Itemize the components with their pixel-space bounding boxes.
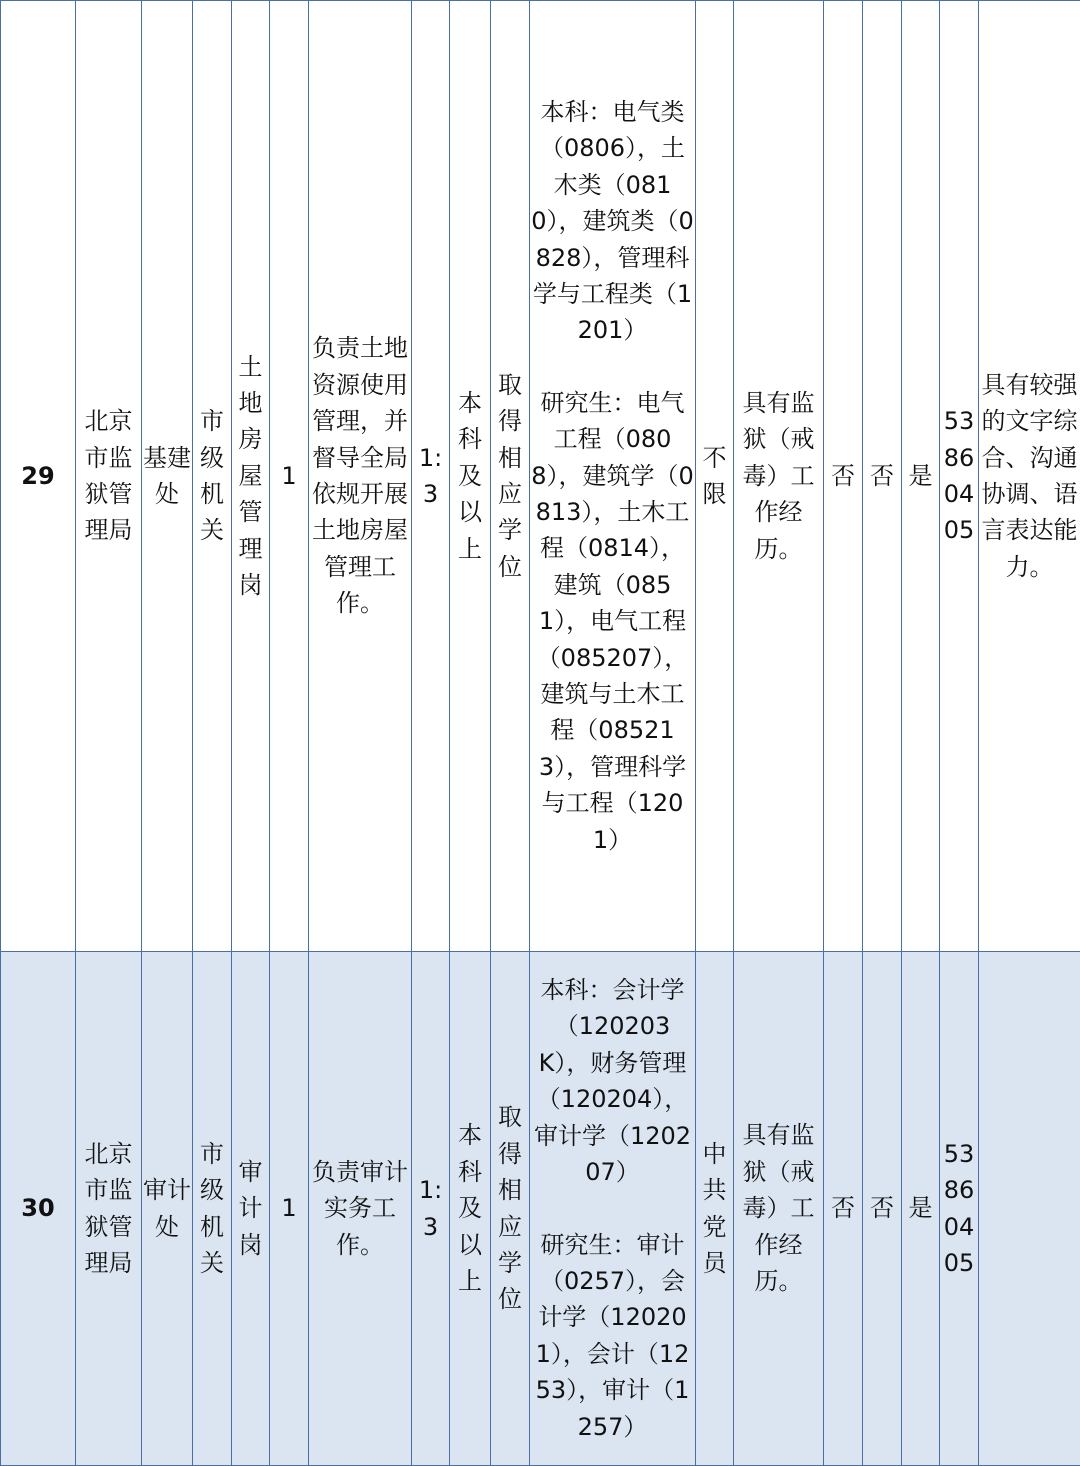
education-cell: 本科及以上 [450,1,491,952]
major-grad: 研究生：审计（0257），会计学（120201），会计（1253），审计（1257） [531,1227,694,1445]
duties-cell: 负责审计实务工作。 [309,952,412,1466]
major-gap [531,349,694,385]
count-cell: 1 [270,1,309,952]
experience-cell: 具有监狱（戒毒）工作经历。 [734,952,824,1466]
politics-cell: 不限 [696,1,734,952]
major-gap [531,1191,694,1227]
table-row [1,952,1080,1466]
duties-cell: 负责土地资源使用管理，并督导全局依规开展土地房屋管理工作。 [309,1,412,952]
department-cell: 北京市监狱管理局 [76,952,142,1466]
position-cell: 审计岗 [232,952,270,1466]
flag3-cell: 是 [902,952,940,1466]
flag1-cell: 否 [824,1,863,952]
level-cell: 市级机关 [193,952,232,1466]
education-cell: 本科及以上 [450,952,491,1466]
count-cell: 1 [270,952,309,1466]
degree-cell: 取得相应学位 [491,952,530,1466]
phone-cell: 53860405 [940,1,979,952]
ratio-cell: 1:3 [412,952,450,1466]
major-cell [530,952,696,1466]
ratio-cell: 1:3 [412,1,450,952]
level-cell: 市级机关 [193,1,232,952]
politics-cell: 中共党员 [696,952,734,1466]
other-cell: 具有较强的文字综合、沟通协调、语言表达能力。 [979,1,1080,952]
phone-cell: 53860405 [940,952,979,1466]
degree-cell: 取得相应学位 [491,1,530,952]
table-row [1,1,1080,952]
flag2-cell: 否 [863,1,902,952]
row-index: 30 [1,952,76,1466]
major-grad: 研究生：电气工程（0808），建筑学（0813），土木工程（0814），建筑（0851），电气工程（085207），建筑与土木工程（085213），管理科学与工程（1201） [531,385,694,858]
major-cell [530,1,696,952]
position-cell: 土地房屋管理岗 [232,1,270,952]
office-cell: 基建处 [142,1,193,952]
major-undergrad: 本科：电气类（0806），土木类（0810），建筑类（0828），管理科学与工程类（1201） [531,94,694,349]
flag1-cell: 否 [824,952,863,1466]
row-index: 29 [1,1,76,952]
major-undergrad: 本科：会计学（120203K），财务管理（120204），审计学（120207） [531,972,694,1190]
flag2-cell: 否 [863,952,902,1466]
other-cell [979,952,1080,1466]
department-cell: 北京市监狱管理局 [76,1,142,952]
office-cell: 审计处 [142,952,193,1466]
experience-cell: 具有监狱（戒毒）工作经历。 [734,1,824,952]
flag3-cell: 是 [902,1,940,952]
